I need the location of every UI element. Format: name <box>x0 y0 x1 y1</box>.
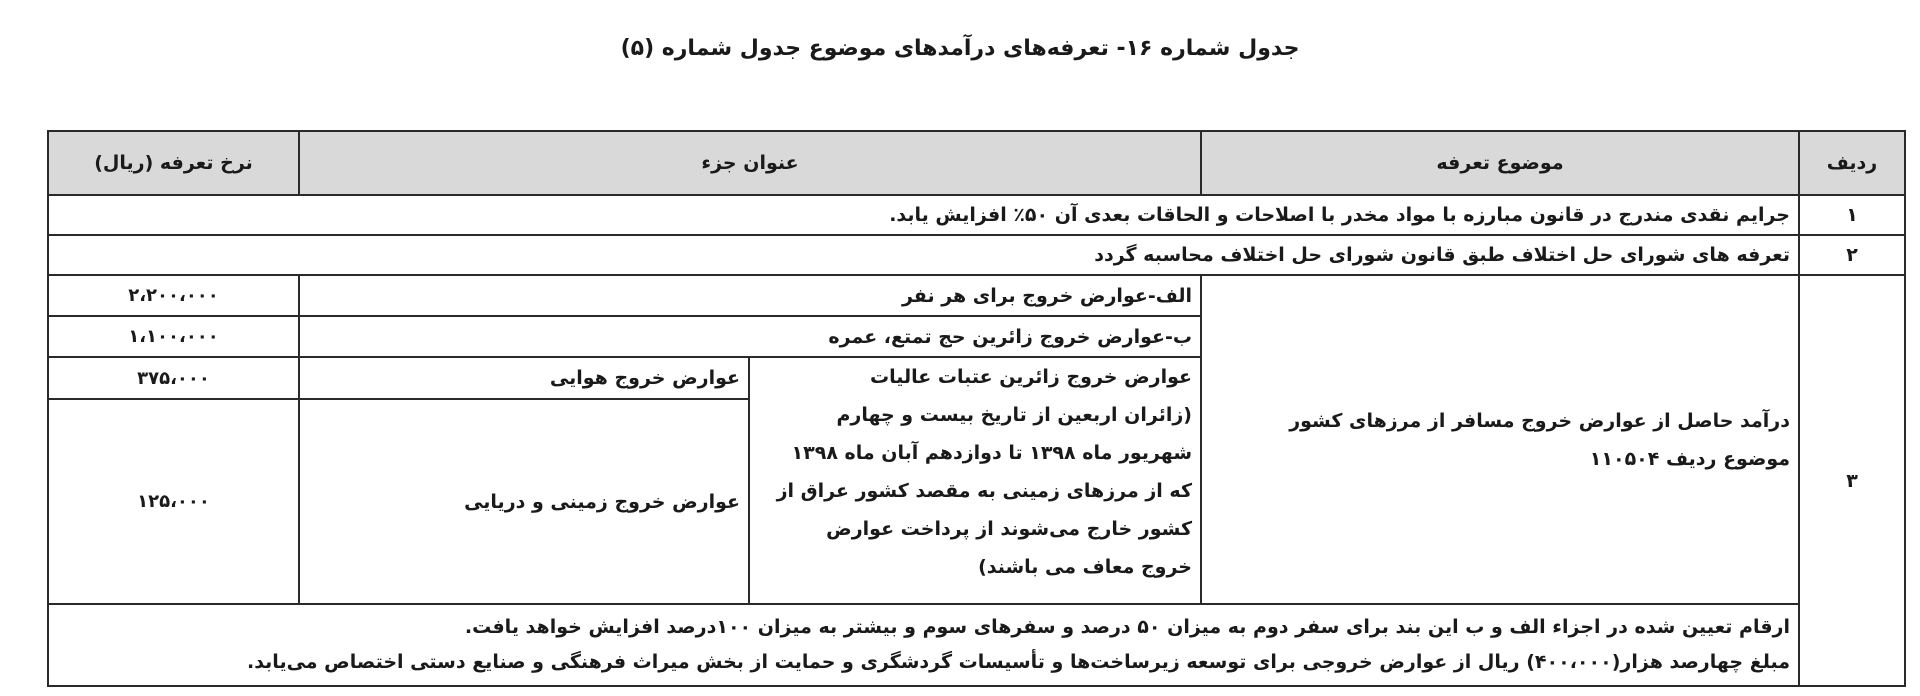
atabat-line: شهریور ماه ۱۳۹۸ تا دوازدهم آبان ماه ۱۳۹۸ <box>791 442 1192 464</box>
item-a-title: الف-عوارض خروج برای هر نفر <box>299 275 1201 316</box>
atabat-line: (زائران اربعین از تاریخ بیست و چهارم <box>836 404 1192 426</box>
air-exit-label: عوارض خروج هوایی <box>299 357 749 399</box>
table-header-row <box>48 131 1905 195</box>
header-row-no: ردیف <box>1799 131 1905 195</box>
row-number: ۳ <box>1799 275 1905 686</box>
row-text: تعرفه های شورای حل اختلاف طبق قانون شورای حل اختلاف محاسبه گردد <box>48 235 1799 275</box>
tariff-table <box>47 130 1906 687</box>
item-a-rate: ۲،۲۰۰،۰۰۰ <box>48 275 299 316</box>
table-row <box>48 604 1905 686</box>
atabat-line: عوارض خروج زائرین عتبات عالیات <box>870 366 1192 388</box>
note-line: ارقام تعیین شده در اجزاء الف و ب این بند برای سفر دوم به میزان ۵۰ درصد و سفرهای سوم و بیشتر به میزان ۱۰۰درصد افزایش خواهد یافت. <box>464 616 1790 638</box>
header-subject: موضوع تعرفه <box>1201 131 1799 195</box>
row3-subject-line1: درآمد حاصل از عوارض خروج مسافر از مرزهای کشور <box>1289 409 1790 432</box>
land-sea-exit-label: عوارض خروج زمینی و دریایی <box>299 399 749 604</box>
atabat-line: کشور خارج می‌شوند از پرداخت عوارض <box>826 518 1192 540</box>
atabat-line: خروج معاف می باشند) <box>978 556 1192 578</box>
header-rate: نرخ تعرفه (ریال) <box>48 131 299 195</box>
row-number: ۱ <box>1799 195 1905 235</box>
header-item-title: عنوان جزء <box>299 131 1201 195</box>
atabat-description <box>749 357 1201 604</box>
row3-subject <box>1201 275 1799 604</box>
row3-notes <box>48 604 1799 686</box>
table-row <box>48 275 1905 316</box>
row3-subject-line2: موضوع ردیف ۱۱۰۵۰۴ <box>1589 447 1790 470</box>
atabat-line: که از مرزهای زمینی به مقصد کشور عراق از <box>776 480 1192 502</box>
item-b-title: ب-عوارض خروج زائرین حج تمتع، عمره <box>299 316 1201 357</box>
table-row <box>48 195 1905 235</box>
air-exit-rate: ۳۷۵،۰۰۰ <box>48 357 299 399</box>
land-sea-exit-rate: ۱۲۵،۰۰۰ <box>48 399 299 604</box>
page-title: جدول شماره ۱۶- تعرفه‌های درآمدهای موضوع جدول شماره (۵) <box>620 36 1300 61</box>
table-row <box>48 235 1905 275</box>
row-number: ۲ <box>1799 235 1905 275</box>
row-text: جرایم نقدی مندرج در قانون مبارزه با مواد مخدر با اصلاحات و الحاقات بعدی آن ۵۰٪ افزایش یابد. <box>48 195 1799 235</box>
item-b-rate: ۱،۱۰۰،۰۰۰ <box>48 316 299 357</box>
note-line: مبلغ چهارصد هزار(۴۰۰،۰۰۰) ریال از عوارض خروجی برای توسعه زیرساخت‌ها و تأسیسات گردشگری و حمایت از بخش میراث فرهنگی و صنایع دستی اختصاص می‌یابد. <box>246 651 1790 673</box>
